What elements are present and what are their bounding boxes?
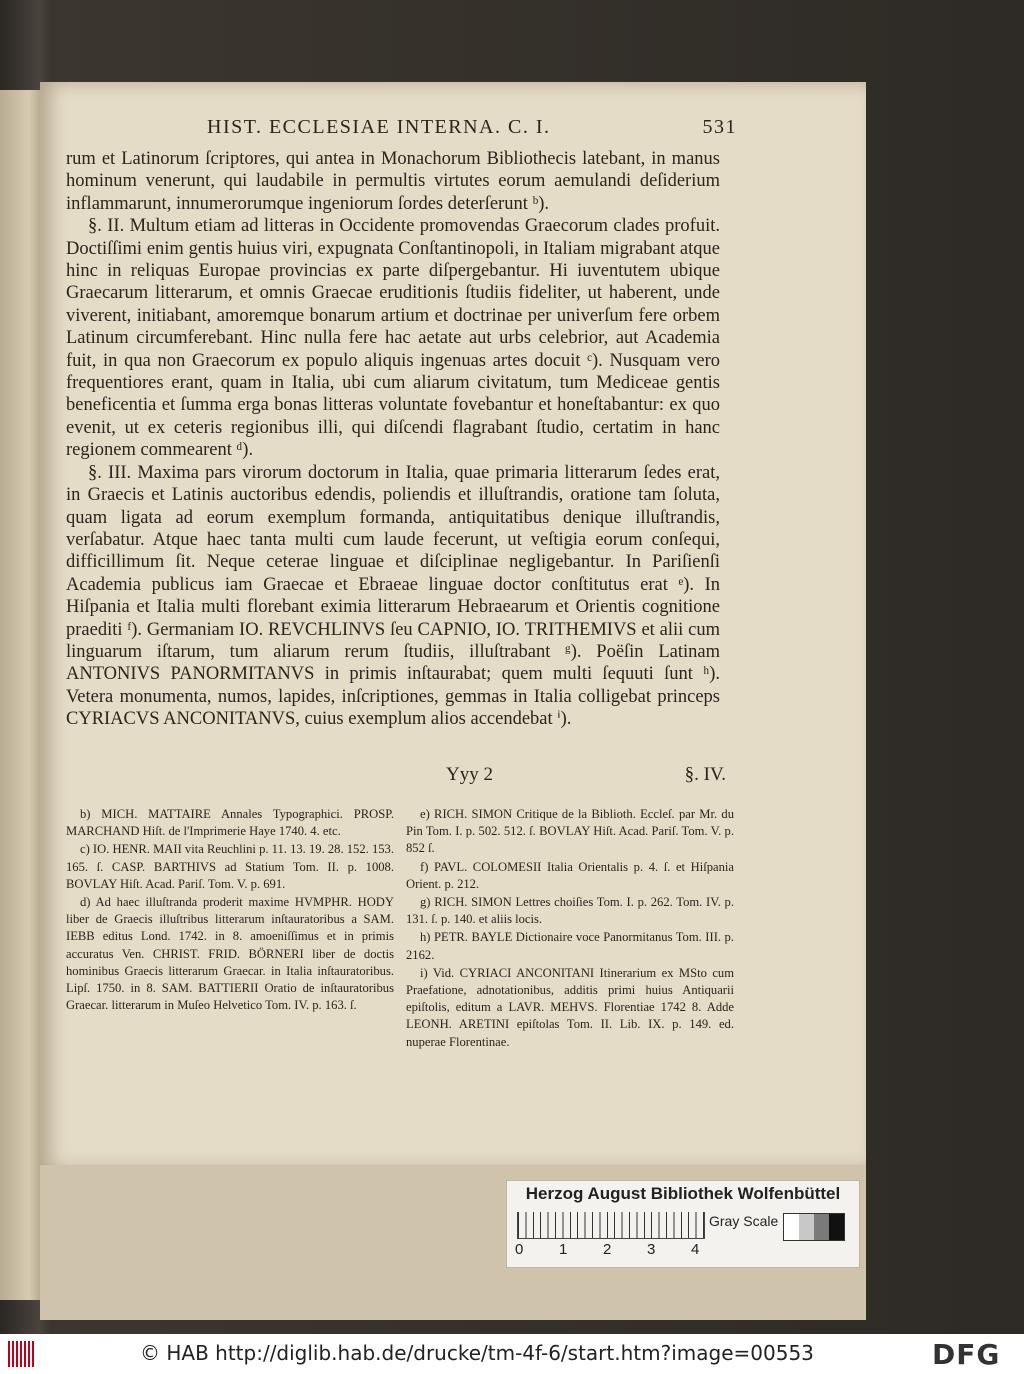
gray-swatch: [799, 1214, 814, 1240]
library-name: Herzog August Bibliothek Wolfenbüttel: [525, 1184, 841, 1203]
gray-swatch: [829, 1214, 844, 1240]
footnote-c: c) IO. HENR. MAII vita Reuchlini p. 11. 13. 19. 28. 152. 153. 165. ſ. CASP. BARTHIVS ad Statium Tom. II. p. 1008. BOVLAY Hiſt. Acad. Pariſ. Tom. V. p. 691.: [66, 842, 394, 891]
footnotes-right-column: [406, 806, 734, 1052]
ruler-number: 1: [559, 1241, 568, 1258]
page-number: 531: [702, 116, 737, 138]
ruler-number: 4: [691, 1241, 700, 1258]
gray-swatch: [814, 1214, 829, 1240]
permalink[interactable]: © HAB http://diglib.hab.de/drucke/tm-4f-6/start.htm?image=00553: [140, 1341, 814, 1365]
page-header: [207, 116, 737, 140]
ruler-number: 0: [515, 1241, 524, 1258]
footnote-d: d) Ad haec illuſtranda proderit maxime HVMPHR. HODY liber de Graecis illuſtribus litterarum inſtauratoribus a SAM. IEBB editus Lond. 1742. in 8. amoeniſſimus et in primis accuratus Ven. CHRIST. FRID. BÖRNERI liber de doctis hominibus Graecis litterarum Graecar. in Italia inſtauratoribus. Lipſ. 1750. in 8. SAM. BATTIERII Oratio de inſtauratoribus Graecar. litterarum in Muſeo Helvetico Tom. IV. p. 163. ſ.: [66, 895, 394, 1013]
footnotes-left-column: [66, 806, 394, 1015]
footnote-i: i) Vid. CYRIACI ANCONITANI Itinerarium ex MSto cum Praefatione, adnotationibus, additis primi huius Antiquarii epiſtolis, editum a LAVR. MEHVS. Florentiae 1742 8. Adde LEONH. ARETINI epiſtolas Tom. II. Lib. IX. p. 149. ed. nuperae Florentinae.: [406, 965, 734, 1049]
footnote-e: e) RICH. SIMON Critique de la Biblioth. Eccleſ. par Mr. du Pin Tom. I. p. 502. 512. ſ. BOVLAY Hiſt. Acad. Pariſ. Tom. V. p. 852 ſ.: [406, 807, 734, 856]
catchword: §. IV.: [684, 764, 726, 785]
gray-scale-label: Gray Scale: [709, 1213, 779, 1229]
footnote-b: b) MICH. MATTAIRE Annales Typographici. PROSP. MARCHAND Hiſt. de l'Imprimerie Haye 1740. 4. etc.: [66, 807, 394, 839]
footnote-f: f) PAVL. COLOMESII Italia Orientalis p. 4. ſ. et Hiſpania Orient. p. 212.: [406, 859, 734, 891]
running-title: HIST. ECCLESIAE INTERNA. C. I.: [207, 116, 551, 138]
footnote-h: h) PETR. BAYLE Dictionaire voce Panormitanus Tom. III. p. 2162.: [406, 930, 734, 962]
gray-swatch: [784, 1214, 799, 1240]
footnote-g: g) RICH. SIMON Lettres choiſies Tom. I. p. 262. Tom. IV. p. 131. ſ. p. 140. et aliis locis.: [406, 895, 734, 927]
ruler-number: 2: [603, 1241, 612, 1258]
viewer-footer: [0, 1334, 1024, 1374]
hab-logo-icon: [8, 1341, 36, 1367]
scale-ruler: [517, 1212, 705, 1239]
ruler-number: 3: [647, 1241, 656, 1258]
dfg-logo: DFG: [932, 1338, 1001, 1371]
paragraph-3: §. III. Maxima pars virorum doctorum in Italia, quae primaria litterarum ſedes erat, in Graecis et Latinis auctoribus edendis, poliendis et illuſtrandis, oratione tam ſoluta, quam ligata ad eorum exemplum formanda, antiquitatibus denique illuſtrandis, verſabatur. Atque haec tanta multi cum laude fecerunt, ut veſtigia eorum conſequi, difficillimum ſit. Neque ceterae linguae et diſciplinae negligebantur. In Pariſienſi Academia publicus iam Graecae et Ebraeae linguae doctor conſtitutus erat ᵉ). In Hiſpania et Italia multi florebant eximia litterarum Hebraearum et Orientis cognitione praediti ᶠ). Germaniam IO. REVCHLINVS ſeu CAPNIO, IO. TRITHEMIVS et alii cum linguarum iſtarum, tum aliarum rerum ſtudiis, illuſtrabant ᵍ). Poëſin Latinam ANTONIVS PANORMITANVS in primis inſtaurabat; quem multi ſequuti ſunt ʰ). Vetera monumenta, numos, lapides, inſcriptiones, gemmas in Italia colligebat princeps CYRIACVS ANCONITANVS, cuius exemplum alios accendebat ⁱ).: [66, 462, 720, 730]
paragraph-2: §. II. Multum etiam ad litteras in Occidente promovendas Graecorum clades profuit. Doctiſſimi enim gentis huius viri, expugnata Conſtantinopoli, in Italiam migrabant atque hinc in reliquas Europae provincias ex parte diſpergebantur. Hi iuventutem ubique Graecarum litterarum, et omnis Graecae eruditionis ſtudiis fideliter, ut haberent, unde viverent, initiabant, amoremque bonarum artium et doctrinae per univerſum fere orbem Latinum circumferebant. Hinc nulla fere hac aetate aut urbs celebrior, aut Academia fuit, in qua non Graecorum ex populo aliquis ingenuas artes docuit ᶜ). Nusquam vero frequentiores erant, quam in Italia, ubi cum aliarum civitatum, tum Mediceae gentis beneficentia et ſumma erga bonas litteras voluntate fovebantur et honeſtabantur: ex quo evenit, ut ex ceteris regionibus illi, qui diſcendi flagrabant ſtudio, certatim in hanc regionem commearent ᵈ).: [66, 216, 720, 461]
signature-line: [446, 764, 726, 788]
main-text: [66, 148, 720, 731]
signature-mark: Yyy 2: [446, 764, 493, 785]
paragraph-1: rum et Latinorum ſcriptores, qui antea in Monachorum Bibliothecis latebant, in manus hominum venerunt, qui laudabile in permultis virtutes eorum aemulandi deſiderium inflammarunt, innumerorumque ingeniorum ſordes deterſerunt ᵇ).: [66, 149, 720, 214]
color-calibration-card: [506, 1180, 860, 1268]
gray-swatches: [783, 1213, 845, 1241]
